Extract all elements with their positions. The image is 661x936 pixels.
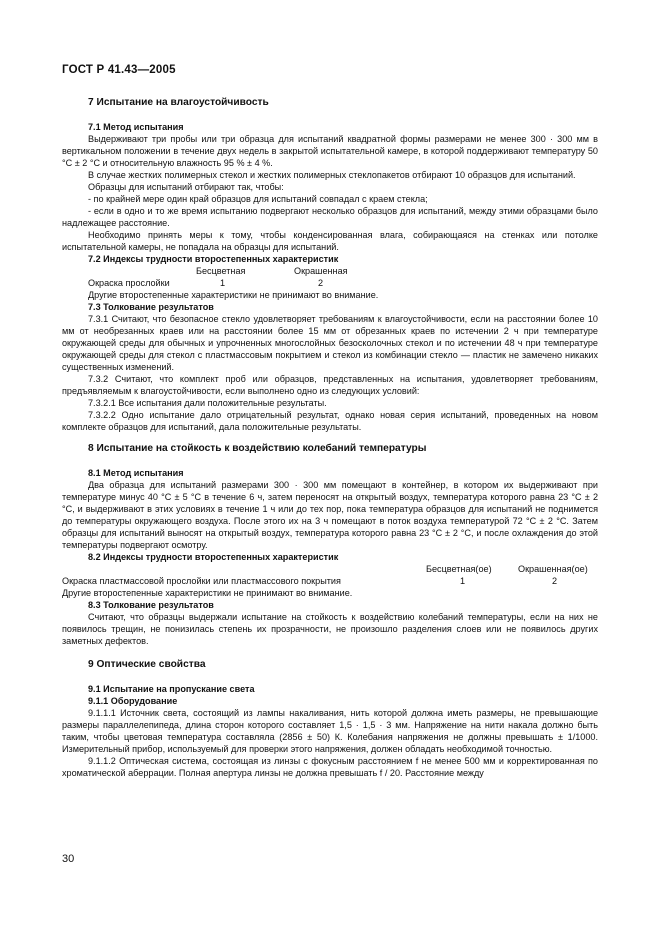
spacer: [62, 433, 598, 443]
section-7-1-title: 7.1 Метод испытания: [88, 122, 184, 132]
paragraph: 7.3.2.1 Все испытания дали положительные результаты.: [88, 398, 327, 408]
section-9-1-title: 9.1 Испытание на пропускание света: [88, 684, 255, 694]
column-header-tinted: Окрашенная(ое): [518, 564, 588, 574]
section-8-3-title: 8.3 Толкование результатов: [88, 600, 214, 610]
column-header-colorless: Бесцветная: [196, 266, 246, 276]
difficulty-table-header: [62, 265, 598, 277]
page-content: [62, 97, 598, 779]
page-number: 30: [62, 853, 75, 865]
row-label: Окраска пластмассовой прослойки или пластмассового покрытия: [62, 576, 341, 586]
difficulty-table-header: [62, 563, 598, 575]
document-id-header: ГОСТ Р 41.43—2005: [62, 64, 176, 76]
paragraph: Выдерживают три пробы или три образца для испытаний квадратной формы размерами не менее 300 · 300 мм в вертикальном положении в течение двух недель в закрытой испытательной камере, в которой поддерживают температуру 50 °С ± 2 °С и относительную влажность 95 % ± 4 %.: [62, 134, 598, 168]
column-header-colorless: Бесцветная(ое): [426, 564, 492, 574]
paragraph: Образцы для испытаний отбирают так, чтобы:: [88, 182, 284, 192]
list-item: - если в одно и то же время испытанию подвергают несколько образцов для испытаний, между этими образцами было надлежащее расстояние.: [62, 206, 598, 228]
row-value-colorless: 1: [460, 576, 466, 586]
paragraph: 9.1.1.2 Оптическая система, состоящая из линзы с фокусным расстоянием f не менее 500 мм и корректированная по хроматической аберрации. Полная апертура линзы не должна превышать f / 20. Расстояние между: [62, 756, 598, 778]
paragraph: Другие второстепенные характеристики не принимают во внимание.: [62, 588, 353, 598]
list-item: - по крайней мере один край образцов для испытаний совпадал с краем стекла;: [88, 194, 428, 204]
paragraph: Два образца для испытаний размерами 300 · 300 мм помещают в контейнер, в котором их выдерживают при температуре минус 40 °С ± 5 °С в течение 6 ч, затем переносят на открытый воздух, температура которого равна 23 °С ± 2 °С, и выдерживают в этих условиях в течение 1 ч или до тех пор, пока температура образцов для испытаний не поднимется до температуры окружающего воздуха. После этого их на 3 ч помещают в поток воздуха температурой 72 °С ± 2 °С. Затем образцы для испытаний выносят на открытый воздух, температура которого равна 23 °С ± 2 °С, и после охлаждения до этой температуры подвергают осмотру.: [62, 480, 598, 550]
section-7-3-title: 7.3 Толкование результатов: [88, 302, 214, 312]
section-8-1-title: 8.1 Метод испытания: [88, 468, 184, 478]
paragraph: 7.3.2 Считают, что комплект проб или образцов, представленных на испытания, удовлетворяет требованиям, предъявляемым к влагоустойчивости, если выполнено одно из следующих условий:: [62, 374, 598, 396]
difficulty-table-row: [62, 277, 598, 289]
row-value-tinted: 2: [318, 278, 324, 288]
paragraph: 9.1.1.1 Источник света, состоящий из лампы накаливания, нить которой должна иметь размеры, не превышающие размеры параллелепипеда, длина сторон которого составляет 1,5 · 1,5 · 3 мм. Напряжение на нити накала должно быть таким, чтобы цветовая температура составляла (2856 ± 50) К. Колебания напряжения не должны превышать ± 1/1000. Измерительный прибор, используемый для проверки этого напряжения, должен обладать необходимой точностью.: [62, 708, 598, 754]
paragraph: Необходимо принять меры к тому, чтобы конденсированная влага, собирающаяся на стенках или потолке испытательной камеры, не попадала на образцы для испытаний.: [62, 230, 598, 252]
paragraph: 7.3.2.2 Одно испытание дало отрицательный результат, однако новая серия испытаний, проведенных на новом комплекте образцов для испытаний, дала положительные результаты.: [62, 410, 598, 432]
paragraph: Другие второстепенные характеристики не принимают во внимание.: [88, 290, 379, 300]
section-9-1-1-title: 9.1.1 Оборудование: [88, 696, 178, 706]
row-label: Окраска прослойки: [88, 278, 170, 288]
difficulty-table-row: [62, 575, 598, 587]
section-7-title: 7 Испытание на влагоустойчивость: [88, 97, 269, 108]
section-7-2-title: 7.2 Индексы трудности второстепенных характеристик: [88, 254, 339, 264]
section-9-title: 9 Оптические свойства: [88, 659, 206, 670]
row-value-tinted: 2: [552, 576, 558, 586]
column-header-tinted: Окрашенная: [294, 266, 348, 276]
section-8-2-title: 8.2 Индексы трудности второстепенных характеристик: [88, 552, 339, 562]
paragraph: 7.3.1 Считают, что безопасное стекло удовлетворяет требованиям к влагоустойчивости, если на расстоянии более 10 мм от необрезанных краев или на расстоянии более 15 мм от обрезанных краев по истечении 2 ч при температуре окружающей среды для обычных и упрочненных многослойных безосколочных стекол и по истечении 48 ч при температуре окружающей среды для стекол с пластмассовым покрытием и стекол из комбинации стекло — пластик не замечено никаких существенных изменений.: [62, 314, 598, 372]
paragraph: Считают, что образцы выдержали испытание на стойкость к воздействию колебаний температуры, если на них не появилось трещин, не понизилась степень их прозрачности, не произошло разделения слоев или не появилось других заметных дефектов.: [62, 612, 598, 646]
row-value-colorless: 1: [220, 278, 226, 288]
spacer: [62, 647, 598, 659]
paragraph: В случае жестких полимерных стекол и жестких полимерных стеклопакетов отбирают 10 образцов для испытаний.: [88, 170, 576, 180]
section-8-title: 8 Испытание на стойкость к воздействию колебаний температуры: [88, 443, 427, 454]
